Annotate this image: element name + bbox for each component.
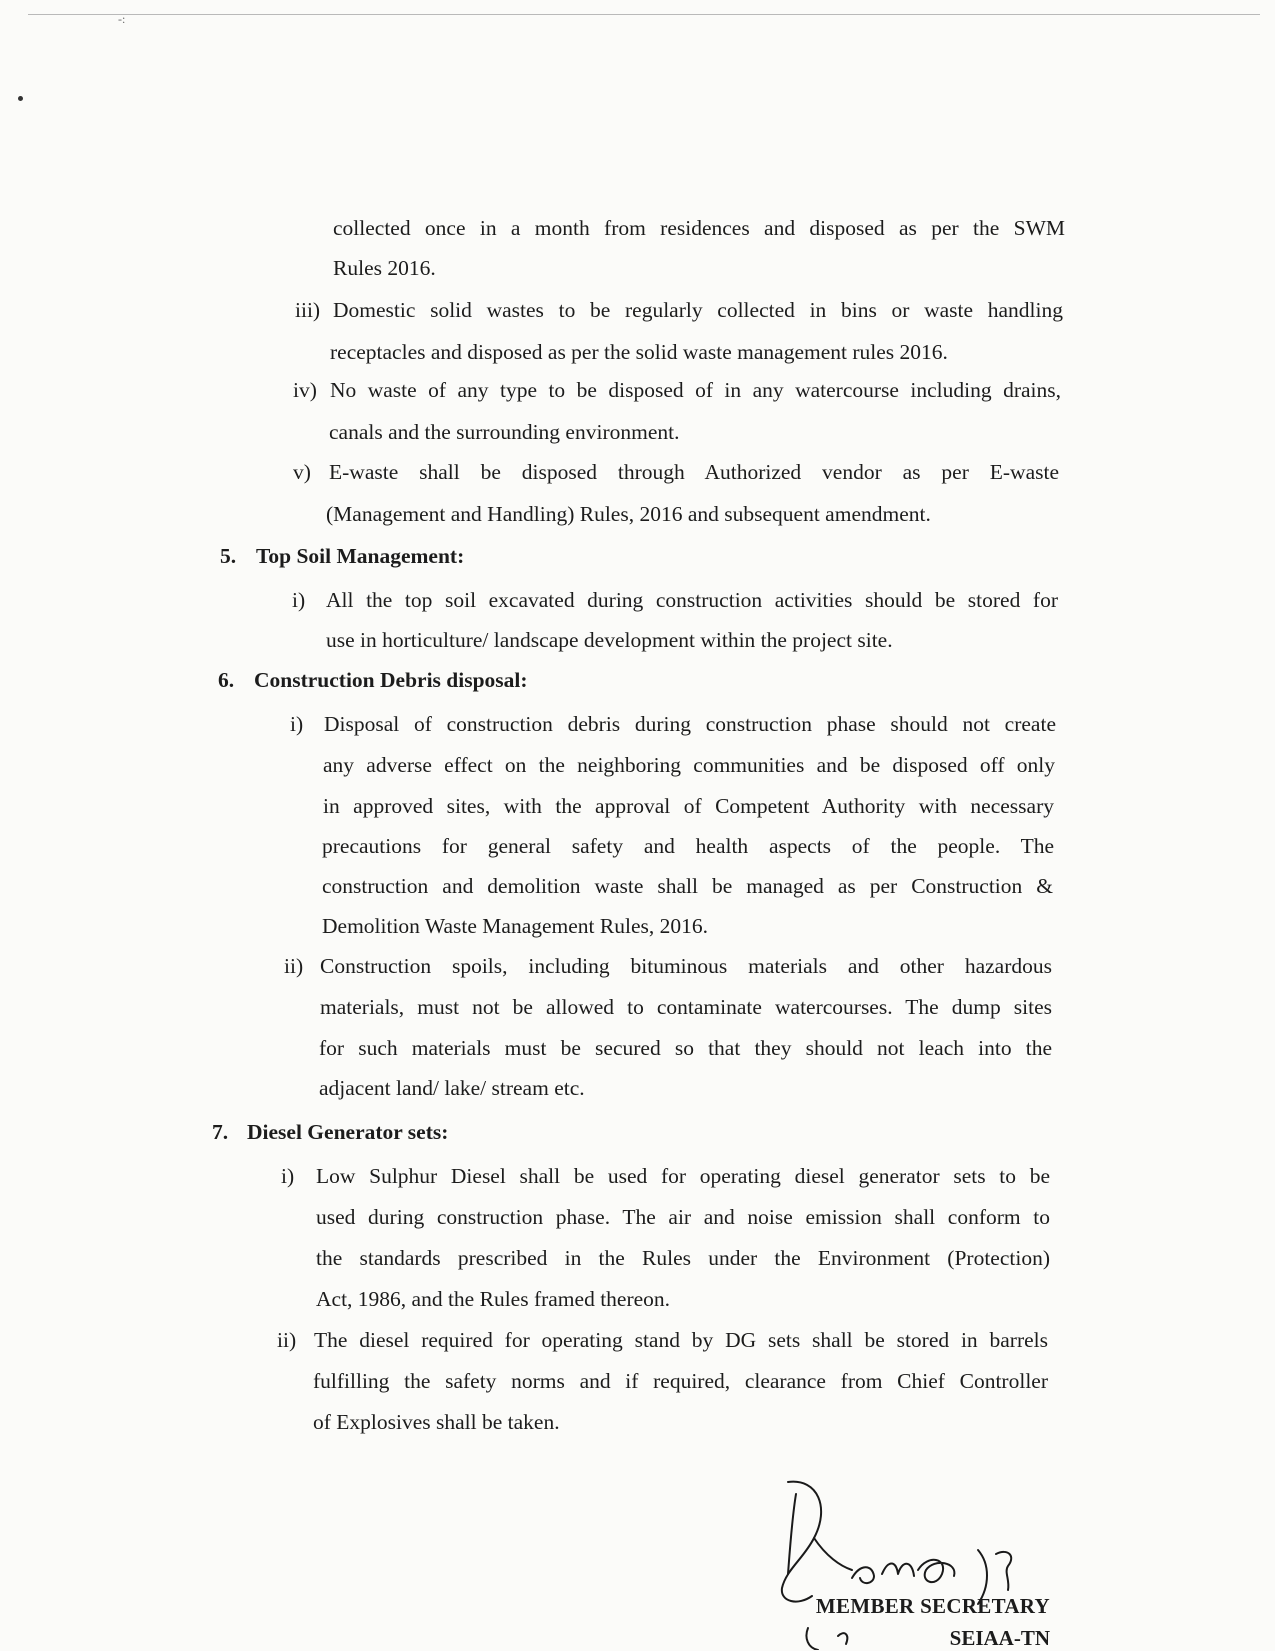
- list-item-line: precautions for general safety and health aspects of the people. The: [322, 834, 1054, 858]
- item-number: i): [290, 712, 304, 736]
- list-item-line: the standards prescribed in the Rules under the Environment (Protection): [316, 1246, 1050, 1270]
- list-item-line: Low Sulphur Diesel shall be used for operating diesel generator sets to be: [316, 1164, 1050, 1188]
- list-item-line: receptacles and disposed as per the solid waste management rules 2016.: [330, 340, 948, 364]
- list-item-line: used during construction phase. The air and noise emission shall conform to: [316, 1205, 1050, 1229]
- item-number: v): [293, 460, 311, 484]
- list-item-line: Domestic solid wastes to be regularly collected in bins or waste handling: [333, 298, 1063, 322]
- scan-dot: [18, 96, 23, 101]
- item-number: ii): [277, 1328, 297, 1352]
- list-item-line: any adverse effect on the neighboring communities and be disposed off only: [323, 753, 1055, 777]
- section-number: 5.: [220, 544, 237, 568]
- item-number: iii): [295, 298, 321, 322]
- list-item-line: of Explosives shall be taken.: [313, 1410, 560, 1434]
- list-item-line: materials, must not be allowed to contaminate watercourses. The dump sites: [320, 995, 1052, 1019]
- section-heading: Construction Debris disposal:: [254, 668, 528, 692]
- list-item-line: (Management and Handling) Rules, 2016 and subsequent amendment.: [326, 502, 931, 526]
- signatory-title: MEMBER SECRETARY: [815, 1594, 1050, 1618]
- list-item-line: for such materials must be secured so that they should not leach into the: [319, 1036, 1052, 1060]
- item-number: i): [292, 588, 306, 612]
- item-number: ii): [284, 954, 304, 978]
- list-item-line: canals and the surrounding environment.: [329, 420, 680, 444]
- page-top-edge: [28, 14, 1260, 15]
- list-item-line: E-waste shall be disposed through Authorized vendor as per E-waste: [329, 460, 1059, 484]
- intro-line: collected once in a month from residences and disposed as per the SWM: [333, 216, 1065, 240]
- section-number: 6.: [218, 668, 235, 692]
- list-item-line: Disposal of construction debris during construction phase should not create: [324, 712, 1056, 736]
- list-item-line: fulfilling the safety norms and if required, clearance from Chief Controller: [313, 1369, 1048, 1393]
- list-item-line: All the top soil excavated during construction activities should be stored for: [326, 588, 1058, 612]
- item-number: iv): [293, 378, 317, 402]
- list-item-line: The diesel required for operating stand by DG sets shall be stored in barrels: [314, 1328, 1048, 1352]
- section-heading: Diesel Generator sets:: [247, 1120, 449, 1144]
- signatory-organization: SEIAA-TN: [949, 1626, 1050, 1650]
- intro-line: Rules 2016.: [333, 256, 436, 280]
- list-item-line: in approved sites, with the approval of Competent Authority with necessary: [323, 794, 1054, 818]
- list-item-line: adjacent land/ lake/ stream etc.: [319, 1076, 585, 1100]
- section-heading: Top Soil Management:: [256, 544, 465, 568]
- scan-speck: -:: [118, 12, 126, 26]
- list-item-line: No waste of any type to be disposed of in any watercourse including drains,: [330, 378, 1061, 402]
- list-item-line: use in horticulture/ landscape development within the project site.: [326, 628, 893, 652]
- signature-block: [778, 1478, 1078, 1650]
- section-number: 7.: [212, 1120, 229, 1144]
- list-item-line: Demolition Waste Management Rules, 2016.: [322, 914, 709, 938]
- list-item-line: Act, 1986, and the Rules framed thereon.: [316, 1287, 671, 1311]
- list-item-line: Construction spoils, including bituminous materials and other hazardous: [320, 954, 1052, 978]
- item-number: i): [281, 1164, 295, 1188]
- list-item-line: construction and demolition waste shall be managed as per Construction &: [322, 874, 1053, 898]
- handwritten-signature: [778, 1478, 1078, 1650]
